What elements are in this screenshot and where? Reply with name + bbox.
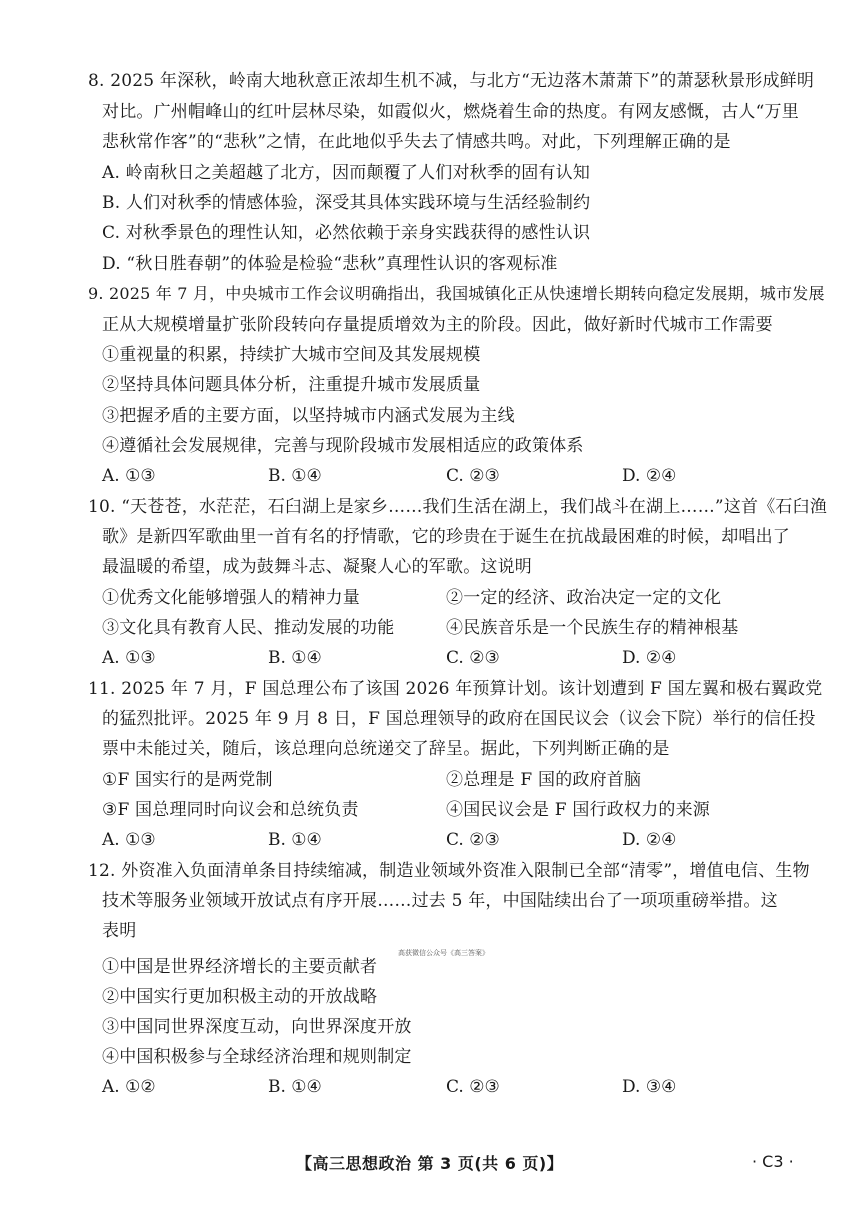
q12-choice-b: B. ①④	[268, 1077, 322, 1097]
q9-item-4: ④遵循社会发展规律，完善与现阶段城市发展相适应的政策体系	[102, 436, 584, 456]
q10-stem-line-3: 最温暖的希望，成为鼓舞斗志、凝聚人心的军歌。这说明	[102, 557, 532, 577]
q10-choice-b: B. ①④	[268, 648, 322, 668]
q11-stem-line-2: 的猛烈批评。2025 年 9 月 8 日，F 国总理领导的政府在国民议会（议会下院）举行的信任投	[102, 709, 816, 729]
q9-stem-line-2: 正从大规模增量扩张阶段转向存量提质增效为主的阶段。因此，做好新时代城市工作需要	[102, 315, 773, 335]
q11-item-1: ①F 国实行的是两党制	[102, 770, 273, 790]
q10-item-3: ③文化具有教育人民、推动发展的功能	[102, 618, 395, 638]
q10-choice-d: D. ②④	[622, 648, 677, 668]
q10-stem-line-1: 10. “天苍苍，水茫茫，石臼湖上是家乡……我们生活在湖上，我们战斗在湖上……”这首《石臼渔	[88, 497, 828, 517]
q11-item-2: ②总理是 F 国的政府首脑	[446, 770, 642, 790]
q11-stem-line-1: 11. 2025 年 7 月，F 国总理公布了该国 2026 年预算计划。该计划遭到 F 国左翼和极右翼政党	[88, 679, 823, 699]
q11-choice-c: C. ②③	[446, 830, 500, 850]
q12-item-1: ①中国是世界经济增长的主要贡献者	[102, 957, 378, 977]
q8-stem-line-3: 悲秋常作客”的“悲秋”之情，在此地似乎失去了情感共鸣。对此，下列理解正确的是	[102, 132, 731, 152]
q9-choice-c: C. ②③	[446, 466, 500, 486]
q11-choice-b: B. ①④	[268, 830, 322, 850]
q8-stem-line-1: 8. 2025 年深秋，岭南大地秋意正浓却生机不减，与北方“无边落木萧萧下”的萧瑟秋景形成鲜明	[88, 71, 815, 91]
q8-option-a: A. 岭南秋日之美超越了北方，因而颠覆了人们对秋季的固有认知	[102, 163, 591, 183]
q11-choice-d: D. ②④	[622, 830, 677, 850]
q9-stem-line-1: 9. 2025 年 7 月，中央城市工作会议明确指出，我国城镇化正从快速增长期转向稳定发展期，城市发展	[88, 284, 825, 303]
q9-item-1: ①重视量的积累，持续扩大城市空间及其发展规模	[102, 345, 481, 365]
q12-item-3: ③中国同世界深度互动，向世界深度开放	[102, 1017, 412, 1037]
q10-stem-line-2: 歌》是新四军歌曲里一首有名的抒情歌，它的珍贵在于诞生在抗战最困难的时候，却唱出了	[102, 527, 790, 547]
q9-item-2: ②坚持具体问题具体分析，注重提升城市发展质量	[102, 375, 481, 395]
q11-item-3: ③F 国总理同时向议会和总统负责	[102, 800, 359, 820]
q12-choice-a: A. ①②	[102, 1077, 156, 1097]
q12-stem-line-1: 12. 外资准入负面清单条目持续缩减，制造业领域外资准入限制已全部“清零”，增值电信、生物	[88, 861, 810, 881]
q9-choice-a: A. ①③	[102, 466, 156, 486]
q10-item-2: ②一定的经济、政治决定一定的文化	[446, 588, 722, 608]
q10-choice-c: C. ②③	[446, 648, 500, 668]
q9-item-3: ③把握矛盾的主要方面，以坚持城市内涵式发展为主线	[102, 406, 515, 426]
q11-item-4: ④国民议会是 F 国行政权力的来源	[446, 800, 711, 820]
q8-option-b: B. 人们对秋季的情感体验，深受其具体实践环境与生活经验制约	[102, 193, 591, 213]
q12-item-4: ④中国积极参与全球经济治理和规则制定	[102, 1047, 412, 1067]
q8-stem-line-2: 对比。广州帽峰山的红叶层林尽染，如霞似火，燃烧着生命的热度。有网友感慨，古人“万里	[102, 102, 799, 122]
page-footer: 【高三思想政治 第 3 页(共 6 页)】	[296, 1154, 564, 1173]
q10-item-4: ④民族音乐是一个民族生存的精神根基	[446, 618, 739, 638]
q8-option-c: C. 对秋季景色的理性认知，必然依赖于亲身实践获得的感性认识	[102, 223, 591, 243]
q9-choice-b: B. ①④	[268, 466, 322, 486]
q11-choice-a: A. ①③	[102, 830, 156, 850]
paper-code: · C3 ·	[752, 1152, 794, 1171]
q10-item-1: ①优秀文化能够增强人的精神力量	[102, 588, 360, 608]
watermark-text: 高获微信公众号《高三答案》	[398, 949, 489, 957]
q12-choice-c: C. ②③	[446, 1077, 500, 1097]
q12-stem-line-3: 表明	[102, 921, 137, 941]
q8-option-d: D. “秋日胜春朝”的体验是检验“悲秋”真理性认识的客观标准	[102, 254, 558, 274]
q12-item-2: ②中国实行更加积极主动的开放战略	[102, 987, 378, 1007]
q10-choice-a: A. ①③	[102, 648, 156, 668]
q11-stem-line-3: 票中未能过关，随后，该总理向总统递交了辞呈。据此，下列判断正确的是	[102, 739, 670, 759]
q9-choice-d: D. ②④	[622, 466, 677, 486]
q12-choice-d: D. ③④	[622, 1077, 677, 1097]
q12-stem-line-2: 技术等服务业领域开放试点有序开展……过去 5 年，中国陆续出台了一项项重磅举措。这	[102, 891, 778, 911]
